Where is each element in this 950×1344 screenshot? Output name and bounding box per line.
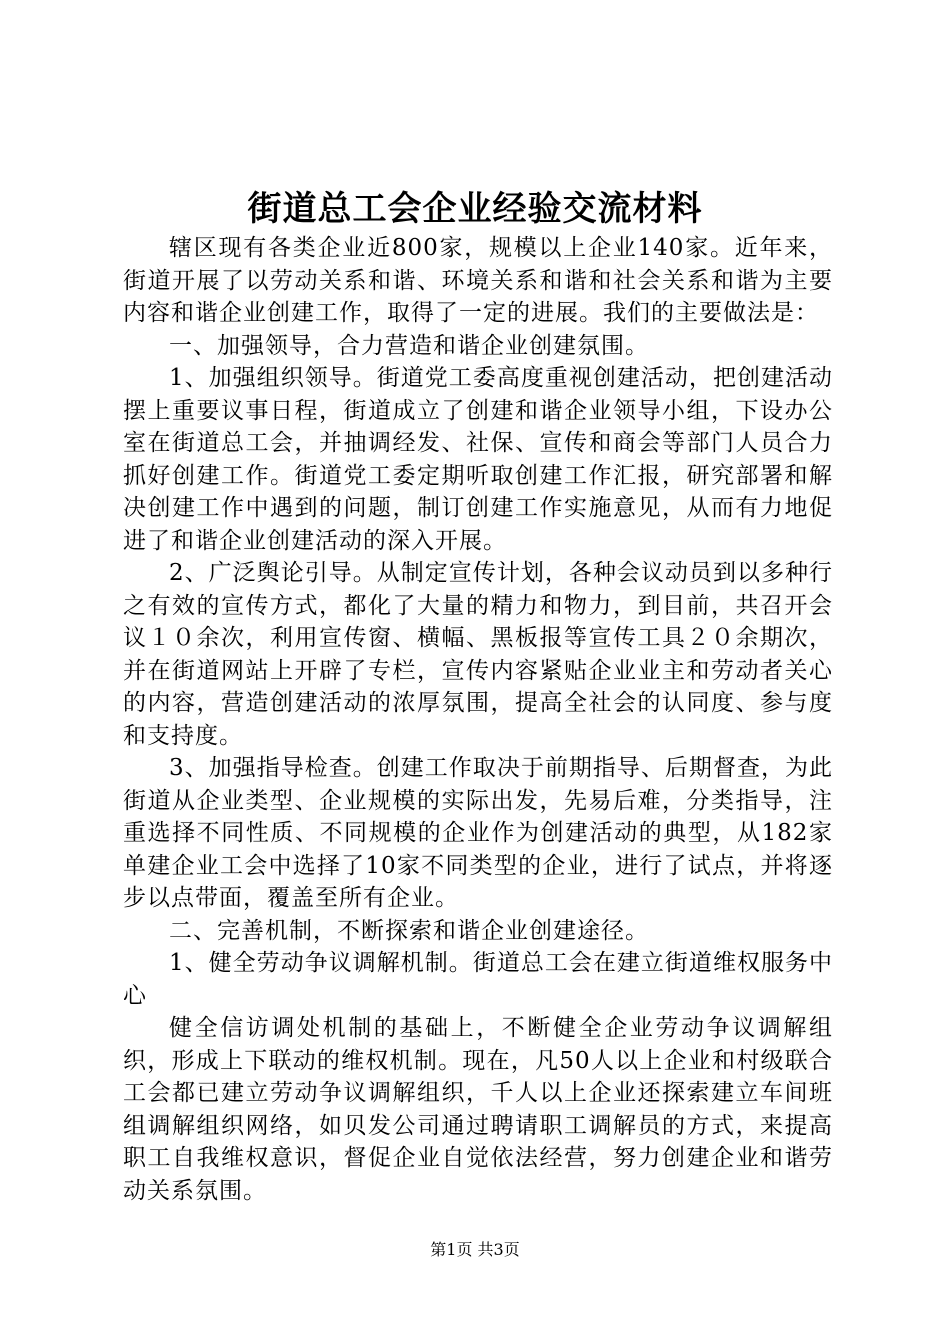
paragraph-publicity: 2、广泛舆论引导。从制定宣传计划，各种会议动员到以多种行之有效的宣传方式，都化了大量的精力和物力，到目前，共召开会议１０余次，利用宣传窗、横幅、黑板报等宣传工具２０余期次，并在街道网站上开辟了专栏，宣传内容紧贴企业业主和劳动者关心的内容，营造创建活动的浓厚氛围，提高全社会的认同度、参与度和支持度。 [123,560,833,749]
paragraph-mediation: 1、健全劳动争议调解机制。街道总工会在建立街道维权服务中心 [123,950,833,1009]
section-heading-2: 二、完善机制，不断探索和谐企业创建途径。 [169,917,649,944]
paragraph-organization: 1、加强组织领导。街道党工委高度重视创建活动，把创建活动摆上重要议事日程，街道成立了创建和谐企业领导小组，下设办公室在街道总工会，并抽调经发、社保、宣传和商会等部门人员合力抓好创建工作。街道党工委定期听取创建工作汇报，研究部署和解决创建工作中遇到的问题，制订创建工作实施意见，从而有力地促进了和谐企业创建活动的深入开展。 [123,365,833,554]
document-body [123,232,833,1207]
paragraph-guidance: 3、加强指导检查。创建工作取决于前期指导、后期督查，为此街道从企业类型、企业规模的实际出发，先易后难，分类指导，注重选择不同性质、不同规模的企业作为创建活动的典型，从182家单建企业工会中选择了10家不同类型的企业，进行了试点，并将逐步以点带面，覆盖至所有企业。 [123,755,833,911]
document-title: 街道总工会企业经验交流材料 [247,189,703,229]
page-footer: 第1页 共3页 [430,1240,520,1259]
section-heading-1: 一、加强领导，合力营造和谐企业创建氛围。 [169,332,649,359]
paragraph-intro: 辖区现有各类企业近800家，规模以上企业140家。近年来，街道开展了以劳动关系和谐、环境关系和谐和社会关系和谐为主要内容和谐企业创建工作，取得了一定的进展。我们的主要做法是： [123,235,833,326]
paragraph-petition: 健全信访调处机制的基础上，不断健全企业劳动争议调解组织，形成上下联动的维权机制。现在，凡50人以上企业和村级联合工会都已建立劳动争议调解组织，千人以上企业还探索建立车间班组调解组织网络，如贝发公司通过聘请职工调解员的方式，来提高职工自我维权意识，督促企业自觉依法经营，努力创建企业和谐劳动关系氛围。 [123,1015,833,1204]
